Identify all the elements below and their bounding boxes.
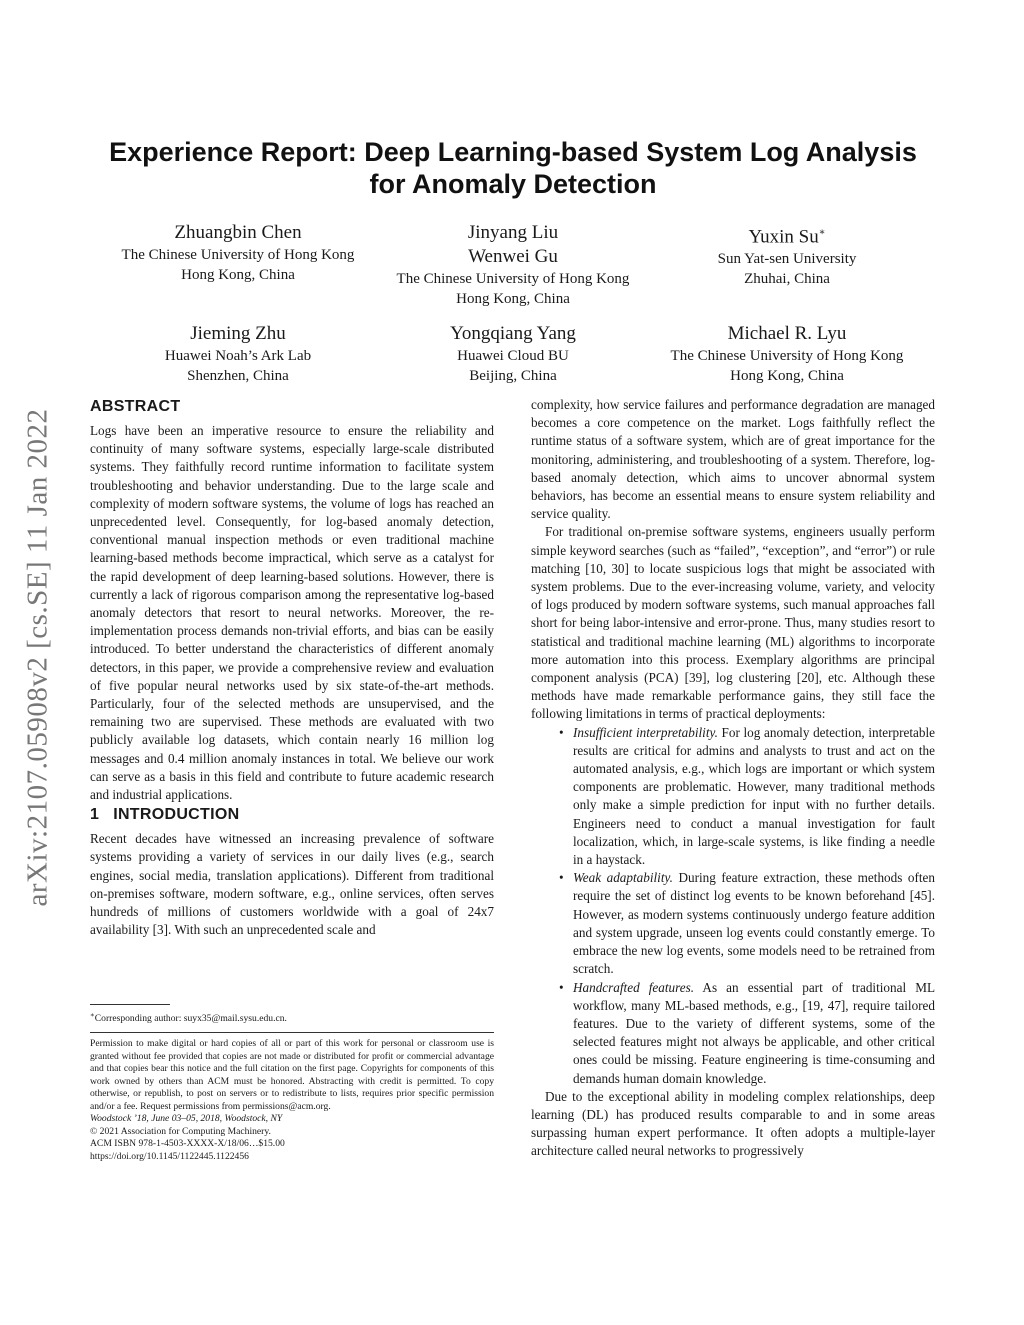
footnote-text: Corresponding author: suyx35@mail.sysu.edu.cn. <box>94 1013 287 1025</box>
author-block-yang <box>363 322 663 386</box>
intro-paragraph-1-continued: complexity, how service failures and performance degradation are managed becomes a core competence on the market. Logs faithfully reflect the runtime status of a software system, which are of great importance for the monitoring, administering, and troubleshooting of a system. Therefore, log-based anomaly detection, which aims to uncover abnormal system behaviors, has become an essential means to ensure system reliability and service quality. <box>531 397 935 522</box>
author-affiliation: The Chinese University of Hong Kong <box>121 247 355 263</box>
author-location: Hong Kong, China <box>730 368 844 384</box>
author-name: Jieming Zhu <box>190 323 286 344</box>
arxiv-id: arXiv:2107.05908v2 [cs.SE] 11 Jan 2022 <box>21 408 54 906</box>
isbn-line: ACM ISBN 978-1-4503-XXXX-X/18/06…$15.00 <box>90 1138 285 1149</box>
left-column <box>90 396 494 939</box>
doi-link[interactable]: https://doi.org/10.1145/1122445.1122456 <box>90 1150 249 1162</box>
list-item <box>559 979 935 1088</box>
permission-rule <box>90 1032 494 1033</box>
author-name-line <box>637 221 937 249</box>
intro-paragraph-1: Recent decades have witnessed an increasing prevalence of software systems providing a variety of services in our daily lives (e.g., search engines, social media, translation applications). Different from traditional on-premises software, modern software, e.g., online services, often serves hundreds of millions of customers worldwide with a goal of 24x7 availability [3]. With such an unprecedented scale and <box>90 831 494 938</box>
abstract-text: Logs have been an imperative resource to ensure the reliability and continuity of many software systems, especially large-scale distributed systems. They faithfully record runtime information to facilitate system troubleshooting and behavior understanding. Due to the large scale and complexity of modern software systems, the volume of logs has reached an unprecedented level. Consequently, for log-based anomaly detection, conventional manual inspection methods or even traditional machine learning-based methods become impractical, which serve as a catalyst for the rapid development of deep learning-based solutions. However, there is currently a lack of rigorous comparison among the representative log-based anomaly detectors that resort to neural networks. Moreover, the re-implementation process demands non-trivial efforts, and bias can be easily introduced. To better understand the characteristics of different anomaly detectors, in this paper, we provide a comprehensive review and evaluation of five popular neural networks used by six state-of-the-art methods. Particularly, four of the selected methods are unsupervised, and the remaining two are supervised. These methods are evaluated with two publicly available log datasets, which contain nearly 16 million log messages and 0.4 million anomaly instances in total. We believe our work can serve as a basis in this field and contribute to future academic research and industrial applications. <box>90 423 494 803</box>
bullet-icon: • <box>559 979 564 995</box>
author-affiliation: Huawei Cloud BU <box>457 348 569 364</box>
author-name: Jinyang Liu <box>467 222 559 243</box>
list-item-label: Insufficient interpretability. <box>573 724 718 740</box>
footnote-rule <box>90 1004 170 1005</box>
author-location: Hong Kong, China <box>456 291 570 307</box>
author-location: Zhuhai, China <box>744 271 830 288</box>
author-location: Hong Kong, China <box>181 267 295 283</box>
list-item <box>559 869 935 978</box>
list-item-text: For log anomaly detection, interpretable results are critical for admins and analysts to trust and act on the automated analysis, e.g., which logs are important or which system components are problematic. However, many traditional methods only make a simple prediction for input with no further details. Engineers need to conduct a manual investigation for fault localization, which, in large-scale systems, is like finding a needle in a haystack. <box>573 724 935 868</box>
list-item-label: Handcrafted features. <box>573 979 695 995</box>
right-column <box>531 396 935 1161</box>
footnote-mark: ∗ <box>90 1011 95 1019</box>
author-affiliation: The Chinese University of Hong Kong <box>670 348 904 364</box>
author-location: Beijing, China <box>469 368 557 384</box>
author-block-liu-gu <box>363 221 663 309</box>
author-location: Shenzhen, China <box>187 368 289 384</box>
list-item-text: During feature extraction, these methods often require the set of distinct log events to be known beforehand [45]. However, as modern systems continuously undergo feature addition and system upgrade, unseen log events could constantly emerge. To embrace the new log events, some models need to be retrained from scratch. <box>573 870 935 977</box>
author-block-chen <box>88 221 388 285</box>
author-block-su <box>637 221 937 289</box>
bullet-icon: • <box>559 870 564 886</box>
intro-paragraph-3: Due to the exceptional ability in modeling complex relationships, deep learning (DL) has produced results comparable to and in some areas surpassing human expert performance. It often adopts a multiple-layer architecture called neural networks to progressively <box>531 1088 935 1159</box>
author-name: Yuxin Su <box>748 226 819 248</box>
introduction-heading <box>90 804 494 826</box>
permission-block <box>90 1038 494 1163</box>
footnote-mark: ∗ <box>818 227 826 238</box>
author-name: Zhuangbin Chen <box>174 222 302 243</box>
author-name: Michael R. Lyu <box>727 323 847 344</box>
title-line-2: for Anomaly Detection <box>369 169 657 199</box>
paper-title <box>90 136 936 200</box>
list-item-text: As an essential part of traditional ML workflow, many ML-based methods, e.g., [19, 47], require tailored features. Due to the variety of different systems, some of the selected features might not always be applicable, and other critical ones could be missing. Feature engineering is time-consuming and demands human domain knowledge. <box>573 979 935 1086</box>
bullet-icon: • <box>559 724 564 740</box>
list-item <box>559 724 935 870</box>
copyright-line: © 2021 Association for Computing Machinery. <box>90 1125 271 1137</box>
author-affiliation: Huawei Noah’s Ark Lab <box>164 348 312 364</box>
author-block-zhu <box>88 322 388 386</box>
author-block-lyu <box>637 322 937 386</box>
footnote <box>90 1009 494 1025</box>
author-name: Wenwei Gu <box>468 246 558 267</box>
limitations-list <box>531 724 935 1088</box>
author-name: Yongqiang Yang <box>450 323 576 344</box>
permission-text: Permission to make digital or hard copies of all or part of this work for personal or classroom use is granted without fee provided that copies are not made or distributed for profit or commercial advantage and that copies bear this notice and the full citation on the first page. Copyrights for components of this work owned by others than ACM must be honored. Abstracting with credit is permitted. To copy otherwise, or republish, to post on servers or to redistribute to lists, requires prior specific permission and/or a fee. Request permissions from permissions@acm.org. <box>90 1038 494 1112</box>
intro-paragraph-2: For traditional on-premise software systems, engineers usually perform simple keyword searches (such as “failed”, “exception”, and “error”) or rule matching [10, 30] to locate suspicious logs that might be associated with system problems. Due to the ever-increasing volume, variety, and velocity of logs produced by modern software systems, such manual approaches fall short for being labor-intensive and error-prone. Thus, many studies resort to statistical and traditional machine learning (ML) algorithms to incorporate more automation into this process. Exemplary algorithms are principal component analysis (PCA) [39], log clustering [20], etc. Although these methods have made remarkable performance gains, they still face the following limitations in terms of practical deployments: <box>531 524 935 722</box>
author-affiliation: Sun Yat-sen University <box>717 251 857 268</box>
title-line-1: Experience Report: Deep Learning-based System Log Analysis <box>109 137 917 167</box>
arxiv-stamp <box>4 368 72 946</box>
list-item-label: Weak adaptability. <box>573 870 673 886</box>
venue-line: Woodstock ’18, June 03–05, 2018, Woodstock, NY <box>90 1113 283 1124</box>
section-title: INTRODUCTION <box>113 806 240 824</box>
abstract-heading: ABSTRACT <box>90 398 181 415</box>
section-number: 1 <box>90 806 100 824</box>
author-affiliation: The Chinese University of Hong Kong <box>396 271 630 287</box>
